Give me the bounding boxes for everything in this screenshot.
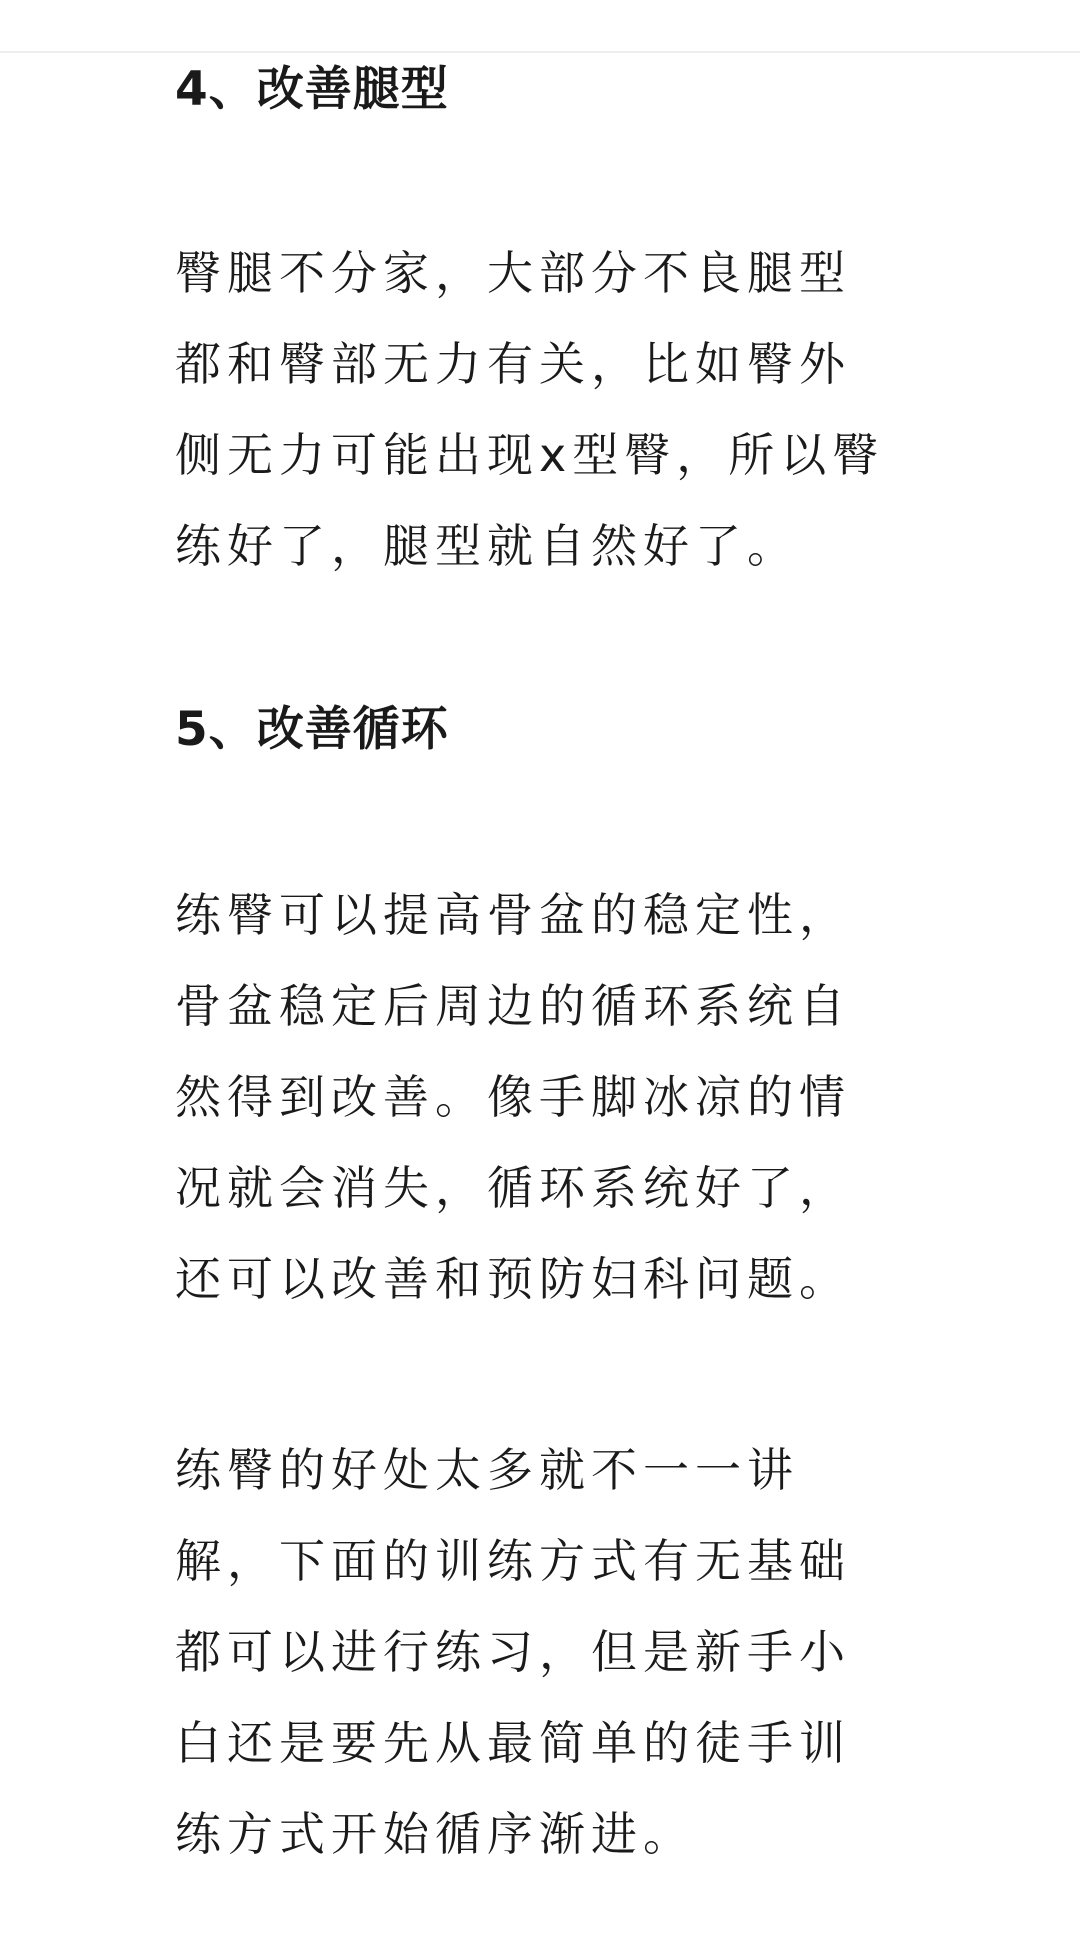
paragraph-line: 练臀可以提高骨盆的稳定性， [175, 888, 851, 942]
paragraph-line: 臀腿不分家，大部分不良腿型 [175, 246, 851, 300]
paragraph-leg-shape [175, 228, 905, 592]
section-heading-improve-circulation: 5、改善循环 [175, 702, 449, 757]
section-heading-improve-leg-shape: 4、改善腿型 [175, 62, 449, 117]
paragraph-line: 骨盆稳定后周边的循环系统自 [175, 979, 851, 1033]
paragraph-line: 侧无力可能出现x型臀，所以臀 [175, 428, 885, 482]
paragraph-line: 练臀的好处太多就不一一讲 [175, 1443, 799, 1497]
paragraph-line: 练方式开始循序渐进。 [175, 1807, 695, 1861]
paragraph-line: 然得到改善。像手脚冰凉的情 [175, 1070, 851, 1124]
paragraph-circulation [175, 870, 905, 1325]
paragraph-closing [175, 1425, 905, 1880]
top-divider [0, 51, 1080, 53]
paragraph-line: 解，下面的训练方式有无基础 [175, 1534, 851, 1588]
paragraph-line: 还可以改善和预防妇科问题。 [175, 1252, 851, 1306]
paragraph-line: 都和臀部无力有关，比如臀外 [175, 337, 851, 391]
paragraph-line: 白还是要先从最简单的徒手训 [175, 1716, 851, 1770]
paragraph-line: 况就会消失，循环系统好了， [175, 1161, 851, 1215]
paragraph-line: 都可以进行练习，但是新手小 [175, 1625, 851, 1679]
paragraph-line: 练好了，腿型就自然好了。 [175, 519, 799, 573]
